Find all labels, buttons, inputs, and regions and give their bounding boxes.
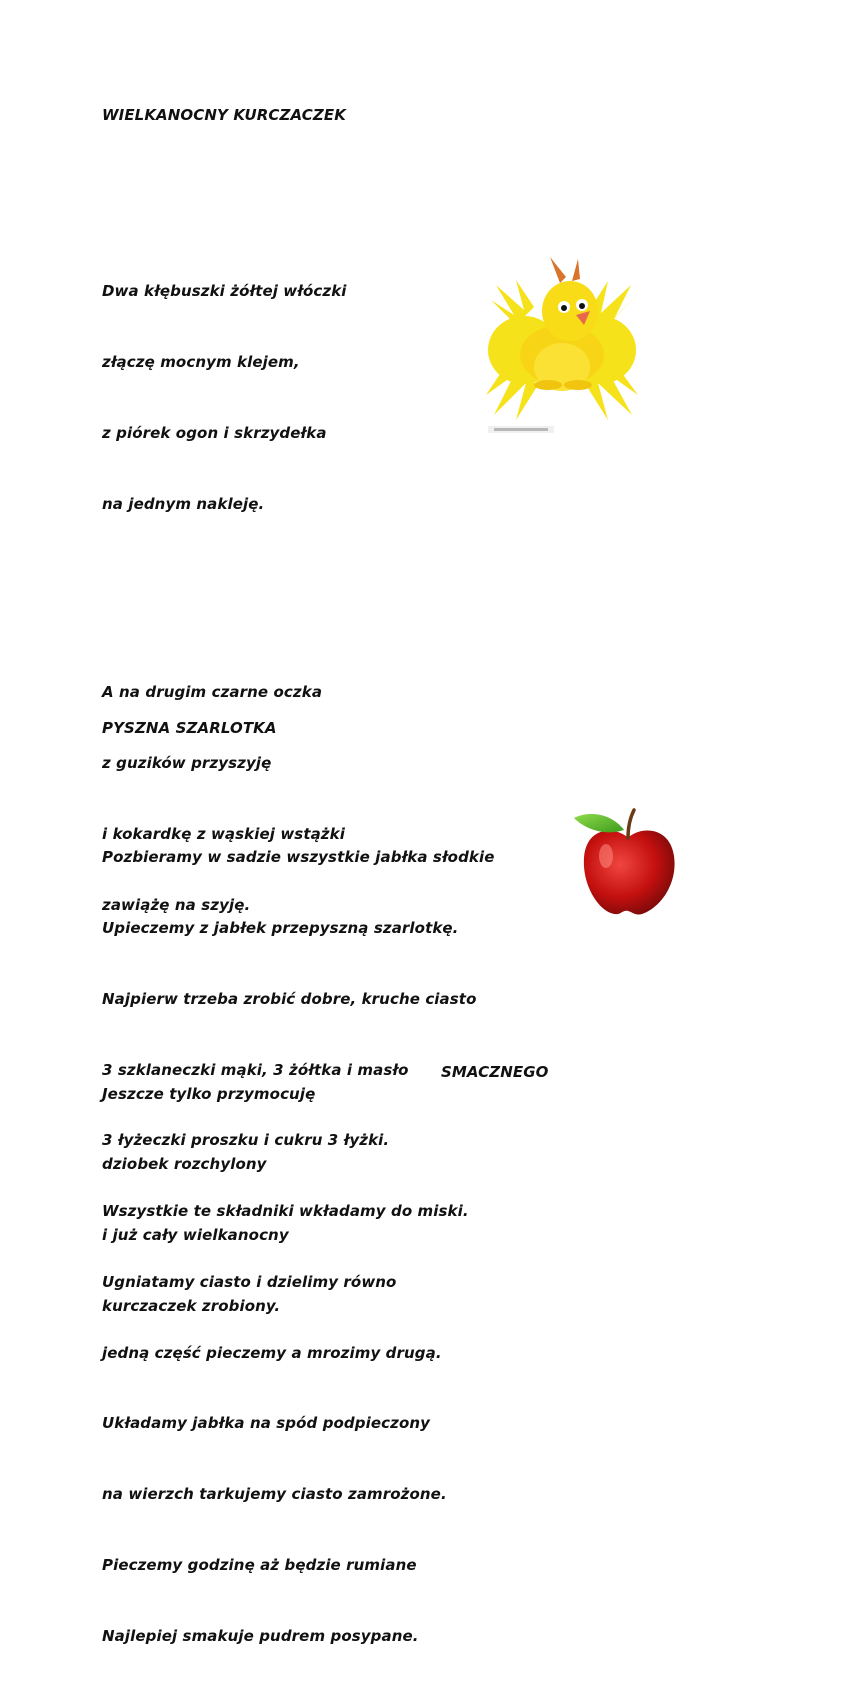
easter-chick-icon xyxy=(486,255,638,445)
poem-line: Upieczemy z jabłek przepyszną szarlotkę. xyxy=(102,918,459,937)
poem-line: Najlepiej smakuje pudrem posypane. xyxy=(102,1626,419,1645)
poem-line: i już cały wielkanocny xyxy=(102,1226,289,1245)
poem-line: z piórek ogon i skrzydełka xyxy=(102,423,327,442)
poem-line: na wierzch tarkujemy ciasto zamrożone. xyxy=(102,1485,447,1504)
poem-line: złączę mocnym klejem, xyxy=(102,353,300,372)
poem-line: zawiążę na szyję. xyxy=(102,895,251,914)
poem-line: i kokardkę z wąskiej wstążki xyxy=(102,825,345,844)
poem-line: Jeszcze tylko przymocuję xyxy=(102,1084,316,1103)
poem-line: kurczaczek zrobiony. xyxy=(102,1296,281,1315)
poem-title-chick: WIELKANOCNY KURCZACZEK xyxy=(102,106,346,124)
poem-line: z guzików przyszyję xyxy=(102,754,272,773)
poem-szarlotka-body xyxy=(102,799,495,1696)
red-apple-icon xyxy=(572,808,680,920)
poem-line: dziobek rozchylony xyxy=(102,1155,267,1174)
poem-line: Pozbieramy w sadzie wszystkie jabłka słodkie xyxy=(102,848,495,867)
poem-line: Dwa kłębuszki żółtej włóczki xyxy=(102,282,347,301)
poem-line: na jednym nakleję. xyxy=(102,494,265,513)
closing-text: SMACZNEGO xyxy=(441,1063,549,1081)
poem-line: jedną część pieczemy a mrozimy drugą. xyxy=(102,1343,442,1362)
poem-line: Pieczemy godzinę aż będzie rumiane xyxy=(102,1556,417,1574)
poem-line: 3 szklaneczki mąki, 3 żółtka i masło xyxy=(102,1060,409,1079)
poem-line: A na drugim czarne oczka xyxy=(102,683,323,702)
poem-line: Wszystkie te składniki wkładamy do miski. xyxy=(102,1202,469,1221)
poem-line: Układamy jabłka na spód podpieczony xyxy=(102,1414,431,1433)
poem-line: 3 łyżeczki proszku i cukru 3 łyżki. xyxy=(102,1131,390,1150)
poem-stanza xyxy=(102,233,347,563)
poem-title-szarlotka: PYSZNA SZARLOTKA xyxy=(102,719,277,737)
poem-line: Ugniatamy ciasto i dzielimy równo xyxy=(102,1272,397,1291)
poem-line: Najpierw trzeba zrobić dobre, kruche ciasto xyxy=(102,989,477,1008)
